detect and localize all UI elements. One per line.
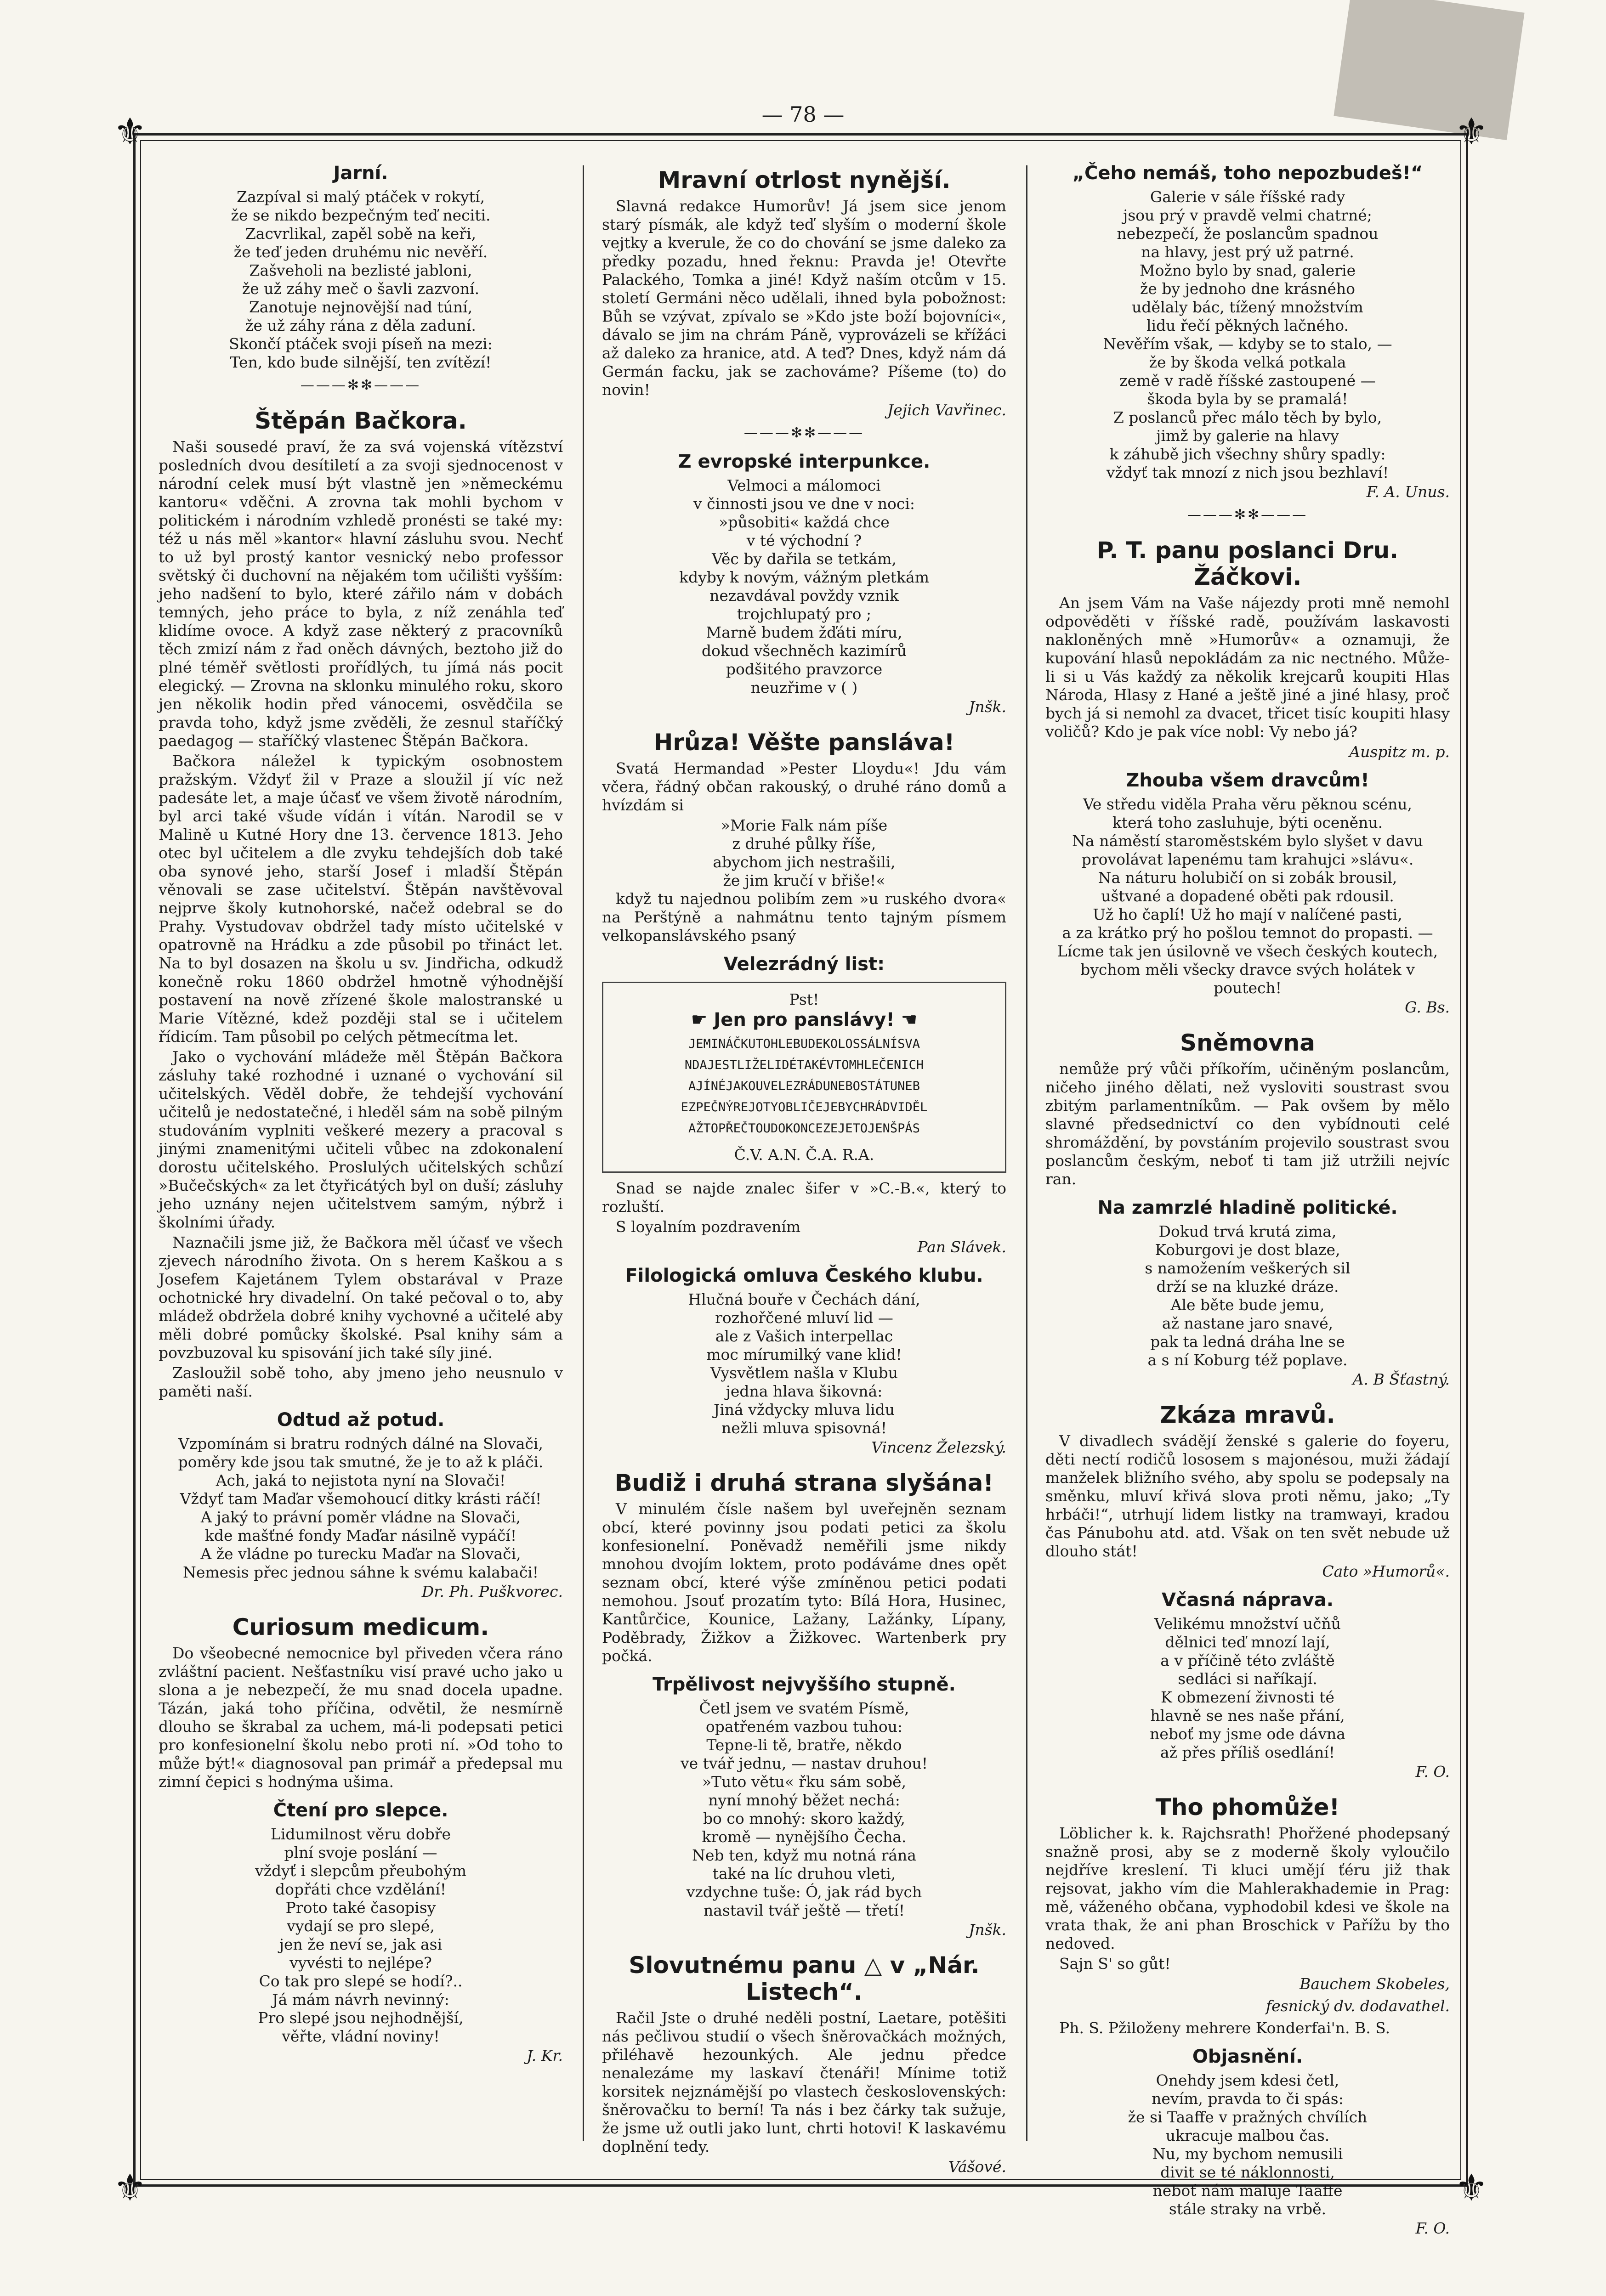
signature: Dr. Ph. Puškvorec. [421, 1583, 563, 1600]
verse-line: Marně budem žďáti míru, [706, 623, 902, 641]
divider: ———✻✻——— [1187, 507, 1308, 523]
verse-line: že jim kručí v břiše!« [723, 871, 885, 889]
article-title-cteni: Čtení pro slepce. [273, 1800, 448, 1821]
signature: F. A. Unus. [1366, 483, 1450, 501]
verse-line: také na líc druhou vleti, [712, 1865, 896, 1883]
verse-line: s namožením veškerých sil [1145, 1259, 1351, 1277]
verse-line: Já mám návrh nevinný: [272, 1991, 449, 2008]
paragraph: Jako o vychování mládeže měl Štěpán Bačkora zásluhy také rozhodné i uznané o vychování sil učitelských. Věděl dobře, že tehdejší vychování učitelů je nedostatečné, i hleděl sám na sobě pilným studováním vyplniti veškeré mezery a pracoval s jinými znamenitými učiteli vůbec na zdokonalení dorostu učitelského. Proslulých učitelských schůzí »Bučečských« za let čtyřicátých byl on duší; zásluhy jeho uznány nejen učitelstvem samým, nýbrž i školními úřady. [159, 1048, 563, 1231]
paragraph: když tu najednou polibím zem »u ruského dvora« na Perštýně a nahmátnu tento tajným písmem velkopanslávského psaný [602, 890, 1006, 944]
verse-line: Ve středu viděla Praha věru pěknou scénu, [1083, 795, 1412, 813]
paragraph: Snad se najde znalec šifer v »C.-B.«, který to rozluští. [602, 1179, 1006, 1216]
verse-line: že se nikdo bezpečným teď neciti. [231, 206, 491, 224]
article-title-zamrzle: Na zamrzlé hladině politické. [1097, 1197, 1398, 1218]
verse-line: Velikému množství učňů [1154, 1615, 1341, 1633]
signature: Vášové. [948, 2158, 1006, 2176]
article-title-snemovna: Sněmovna [1180, 1029, 1315, 1056]
cipher-line: AŽTOPŘEČTOUDOKONCEZEJETOJENŠPÁS [688, 1121, 920, 1136]
verse-line: kromě — nynějšího Čecha. [702, 1828, 907, 1846]
verse-line: plní svoje poslání — [284, 1844, 437, 1861]
paragraph: Račil Jste o druhé neděli postní, Laetare, potěšiti nás pečlivou studií o všech šněrovačkách možných, přiléhavě hezounkých. Ale jednu předce nenalezáme my laskaví čtenáři! Mínime totiž korsitek nejznámější po vlastech československých: šněrovačku to berní! Ta nás i bez čárky tak sužuje, že jsme už outli jako lunt, chrti hotovi! K laskavému doplnění tedy. [602, 2009, 1006, 2155]
verse-line: vydají se pro slepé, [287, 1917, 435, 1935]
verse-line: Ale běte bude jemu, [1170, 1296, 1325, 1314]
verse-line: nastavil tvář ještě — třetí! [704, 1901, 905, 1919]
verse-line: Ach, jaká to nejistota nyní na Slovači! [216, 1471, 506, 1489]
verse-line: Lidumilnost věru dobře [270, 1825, 451, 1843]
article-title-jarni: Jarní. [333, 163, 388, 184]
verse-line: jen že neví se, jak asi [279, 1935, 443, 1953]
verse-line: vzdychne tuše: Ó, jak rád bych [686, 1883, 922, 1901]
signature: G. Bs. [1405, 998, 1450, 1016]
verse-line: Galerie v sále říšské rady [1150, 188, 1345, 206]
verse-line: A že vládne po turecku Maďar na Slovači, [200, 1545, 521, 1563]
article-title-vcasna: Včasná náprava. [1162, 1589, 1334, 1611]
column-middle [602, 154, 1006, 2176]
verse-line: uštvané a dopadené oběti pak rdousil. [1101, 887, 1394, 905]
verse-line: nebezpečí, že poslancům spadnou [1117, 225, 1379, 243]
verse-line: Velmoci a málomoci [727, 476, 881, 494]
verse-line: Vždyť tam Maďar všemohoucí ditky krásti ráčí! [180, 1490, 542, 1508]
verse-line: Z poslanců přec málo těch by bylo, [1113, 408, 1382, 426]
signature: Jejich Vavřinec. [887, 401, 1006, 419]
article-title-ceho: „Čeho nemáš, toho nepozbudeš!“ [1072, 163, 1423, 184]
verse-line: drží se na kluzké dráze. [1156, 1278, 1339, 1295]
verse-line: Neb ten, když mu notná rána [692, 1846, 916, 1864]
article-title-backora: Štěpán Bačkora. [255, 407, 467, 434]
verse-line: Nemesis přec jednou sáhne k svému kalabači! [182, 1563, 539, 1581]
verse-line: Zazpíval si malý ptáček v rokytí, [237, 188, 485, 206]
article-title-objasneni: Objasnění. [1192, 2046, 1303, 2067]
verse-line: Pro slepé jsou nejhodnější, [258, 2009, 464, 2027]
signature: Jnšk. [969, 698, 1006, 716]
verse-line: Ten, kdo bude silnější, ten zvítězí! [230, 353, 492, 371]
verse-line: dělnici teď mnozí lají, [1165, 1633, 1330, 1651]
verse-line: podšitého pravzorce [726, 660, 883, 678]
signature: J. Kr. [527, 2047, 563, 2064]
verse-line: A jaký to právní poměr vládne na Slovači, [200, 1508, 521, 1526]
verse-line: nežli mluva spisovná! [721, 1419, 887, 1437]
verse-line: dopřáti chce vzdělání! [275, 1880, 447, 1898]
verse-line: Koburgovi je dost blaze, [1155, 1241, 1340, 1259]
article-title-mravni: Mravní otrlost nynější. [658, 167, 951, 193]
verse-line: provolávat lapenému tam krahujci »slávu«. [1081, 850, 1414, 868]
verse-line: škoda byla by se pramalá! [1147, 390, 1348, 408]
column-rule [583, 165, 584, 2141]
verse-line: Už ho čaplí! Už ho mají v nalíčené pasti, [1093, 905, 1402, 923]
verse-line: neboť nám maluje Taaffe [1152, 2182, 1343, 2200]
verse-line: Na náměstí staroměstském bylo slyšet v davu [1072, 832, 1423, 850]
verse-line: opatřeném vazbou tuhou: [705, 1718, 903, 1736]
paragraph: Löblicher k. k. Rajchsrath! Phořžené phodepsaný snažně prosi, aby se z moderně školy vyloučilo nejdříve kreslení. Ti kluci umějí ťéru již thak rejsovat, jakho vím die Mahlerakhademie in Prag: mě, váženého občana, vyphodobil kdesi ve škole na vrata thak, že ani phan Broschick v Pařížu by tho nedoved. [1045, 1824, 1450, 1952]
cipher-line: JEMINÁČKUTOHLEBUDEKOLOSSÁLNÍSVA [688, 1037, 920, 1051]
column-rule [1026, 165, 1027, 2141]
verse-line: bo co mnohý: skoro každý, [703, 1810, 906, 1827]
article-title-budiz: Budiž i druhá strana slyšána! [614, 1470, 994, 1496]
verse-line: Vzpomínám si bratru rodných dálné na Slovači, [178, 1435, 543, 1453]
poem-jarni [159, 188, 563, 372]
verse-line: Jiná vždycky mluva lidu [713, 1401, 895, 1419]
article-title-zkaza: Zkáza mravů. [1160, 1402, 1335, 1428]
verse-line: že teď jeden druhému nic nevěří. [233, 243, 488, 261]
verse-line: Nu, my bychom nemusili [1152, 2145, 1343, 2163]
verse-line: že už záhy rána z děla zaduní. [245, 317, 476, 334]
verse-line: a s ní Koburg též poplave. [1147, 1351, 1348, 1369]
verse-line: až nastane jaro snavé, [1162, 1314, 1334, 1332]
cipher-pst: Pst! [789, 990, 819, 1008]
verse-line: která toho zasluhuje, býti oceněnu. [1112, 814, 1383, 831]
signature: F. O. [1415, 2219, 1450, 2237]
article-title-trpelivost: Trpělivost nejvyššího stupně. [653, 1674, 956, 1695]
verse-line: jimž by galerie na hlavy [1156, 427, 1339, 445]
verse-line: Zanotuje nejnovější nad túní, [249, 298, 473, 316]
verse-line: »Tuto větu« řku sám sobě, [702, 1773, 907, 1791]
verse-line: věřte, vládní noviny! [282, 2027, 440, 2045]
signature: Vincenz Železský. [871, 1438, 1006, 1456]
verse-line: stále straky na vrbě. [1169, 2200, 1327, 2218]
verse-line: že už záhy meč o šavli zazvoní. [242, 280, 480, 298]
verse-line: Vysvětlem našla v Klubu [710, 1364, 898, 1382]
signature: Pan Slávek. [917, 1238, 1006, 1256]
verse-line: na hlavy, jest prý už patrné. [1141, 243, 1354, 261]
signature: F. O. [1415, 1763, 1450, 1781]
paragraph: S loyalním pozdravením [616, 1218, 801, 1236]
verse-line: divit se té náklonnosti, [1160, 2163, 1335, 2181]
verse-line: a v příčině této zvláště [1160, 1651, 1335, 1669]
cipher-line: EZPEČNÝREJOTYOBLIČEJEBYCHRÁDVIDĚL [681, 1100, 928, 1114]
paragraph: Naši sousedé praví, že za svá vojenská vítězství posledních dvou desítiletí a za svoji sjednocenost v národní celek musí být vlastně jen »německému kantoru« vděčni. A zrovna tak mohli bychom v politickém i národním vzhledě pronésti se také my: též u nás měl »kantor« hlavní zásluhu svou. Nechť to už byl prostý kantor vesnický nebo professor světský či duchovní na nějakém tom učilišti vyšším: jeho nadšení to bylo, které zářilo nám v dobách temných, jeho práce to byla, z níž zenáhla teď klidíme ovoce. A když zase některý z pracovníků těch zmizí nám z řad oněch dávných, beztoho již do plné téměř světlosti prořídlých, tu jímá nás pocit elegický. — Zrovna na sklonku minulého roku, skoro jen několik hodin před vánocemi, osvědčila se pravda toho, když jsme zvěděli, že zesnul staříčký paedagog — staříčký vlastenec Štěpán Bačkora. [159, 438, 563, 750]
verse-line: Tepne-li tě, bratře, někdo [706, 1736, 902, 1754]
postscript: Ph. S. Pžiloženy mehrere Konderfai'n. B. S. [1059, 2019, 1390, 2037]
verse-line: že si Taaffe v pražných chvílích [1128, 2108, 1368, 2126]
article-title-odtud: Odtud až potud. [277, 1409, 445, 1431]
signature-title: fesnický dv. dodavathel. [1266, 1997, 1450, 2015]
article-title-slovutnemu: Slovutnému panu △ v „Nár. Listech“. [629, 1952, 980, 2005]
verse-line: ale z Vašich interpellac [715, 1327, 893, 1345]
divider: ———✻✻——— [743, 425, 865, 441]
verse-line: Hlučná bouře v Čechách dání, [688, 1290, 920, 1308]
verse-line: Zacvrlikal, zapěl sobě na keři, [245, 225, 477, 243]
verse-line: pak ta ledná dráha lne se [1150, 1333, 1345, 1351]
corner-ornament-icon: ⚜ [113, 2166, 147, 2209]
divider: ———✻✻——— [300, 377, 421, 393]
verse-line: trojchlupatý pro ; [737, 605, 872, 623]
page-number: — 78 — [761, 102, 845, 127]
signature: Auspitz m. p. [1349, 743, 1450, 761]
article-title-tho: Tho phomůže! [1155, 1794, 1340, 1821]
verse-line: ukracuje malbou čas. [1165, 2126, 1330, 2144]
verse-line: Skončí ptáček svoji píseň na mezi: [229, 335, 493, 353]
corner-ornament-icon: ⚜ [113, 110, 147, 153]
paragraph: Svatá Hermandad »Pester Lloydu«! Jdu vám včera, řádný občan rakouský, o druhé ráno domů a hvízdám si [602, 759, 1006, 814]
paragraph: An jsem Vám na Vaše nájezdy proti mně nemohl odpověděti v říšské radě, používám laskavosti nakloněných mně »Humorův« a oznamuji, že kupování hlasů nepokládám za nic nectného. Může-li si u Vás každý za několik krejcarů koupiti Hlas Národa, Hlasy z Hané a ještě jiné a jiné hlasy, proč bych já si nemohl za dvacet, třicet tisíc koupiti hlasy voličů? Kdo je pak více nobl: Vy nebo já? [1045, 594, 1450, 741]
signature: Jnšk. [969, 1921, 1006, 1939]
verse-line: a za krátko prý ho pošlou temnot do propasti. — [1062, 924, 1433, 942]
verse-line: abychom jich nestrašili, [713, 853, 896, 871]
article-title-filologicka: Filologická omluva Českého klubu. [625, 1265, 983, 1286]
verse-line: země v radě říšské zastoupené — [1119, 372, 1376, 390]
paragraph: Do všeobecné nemocnice byl přiveden včera ráno zvláštní pacient. Nešťastníku visí pravé ucho jako u slona a je nebezpečí, že mu snad docela upadne. Tázán, jaká toho příčina, odvětil, že nesmírně dlouho se škrabal za uchem, má-li podepsati petici pro konfesionelní školu nebo proti ní. »Od toho to může být!« diagnosoval pan primář a předepsal mu zimní čepici s hodnýma ušima. [159, 1644, 563, 1791]
verse-line: Co tak pro slepé se hodí?.. [259, 1972, 463, 1990]
article-title-zhouba: Zhouba všem dravcům! [1126, 770, 1369, 791]
verse-line: »působiti« každá chce [719, 513, 890, 531]
verse-line: kde mašťné fondy Maďar násilně vypáčí! [204, 1527, 517, 1544]
verse-line: udělaly bác, tížený množstvím [1132, 298, 1363, 316]
closing: Sajn S' so gůt! [1059, 1955, 1171, 1973]
verse-line: jedna hlava šikovná: [726, 1382, 883, 1400]
verse-line: nezavdával povždy vznik [709, 587, 899, 605]
verse-line: sedláci si naříkají. [1178, 1670, 1317, 1688]
corner-ornament-icon: ⚜ [1455, 110, 1488, 153]
verse-line: poměry kde jsou tak smutné, že je to až k pláči. [178, 1453, 544, 1471]
paragraph: Bačkora náležel k typickým osobnostem pražským. Vždyť žil v Praze a sloužil jí víc než padesáte let, a maje účasť ve všem životě národním, byl arci také všude vídán i vítán. Narodil se v Malině u Kutné Hory dne 13. července 1813. Jeho otec byl učitelem a dle zvyku tehdejších dob také oba synové jeho, starší Josef i mladší Štěpán věnovali se zase učitelství. Štěpán navštěvoval nejprve školy kutnohorské, načež odebral se do Prahy. Vystudovav obdržel tady místo učitelské v opatrovně na Hrádku a zde působil po třináct let. Na to byl dosazen na školu u sv. Jindřicha, odkudž konečně roku 1860 obdržel hmotně výhodnější postavení na nově zřízené škole malostranské u Marie Vítězné, kdež později stal se i učitelem řídicím. Tam působil po celých pětmecítma let. [159, 752, 563, 1046]
paragraph: Naznačili jsme již, že Bačkora měl účasť ve všech zjevech národního života. On s herem Kaškou a s Josefem Kajetánem Tylem obstarával v Praze ochotnické hry divadelní. On také pečoval o to, aby mládež obdržela dobré knihy vychovné a učitelé aby měli dobré pomůcky školské. Psal knihy sám a povzbuzoval ku spisování jich také síly jiné. [159, 1233, 563, 1362]
verse-line: bychom měli všecky dravce svých holátek v poutech! [1080, 961, 1415, 997]
verse-line: Věc by dařila se tetkám, [712, 550, 897, 568]
verse-line: neboť my jsme ode dávna [1150, 1725, 1345, 1743]
cipher-line: AJÍNÉJAKOUVELEZRÁDUNEBOSTÁTUNEB [688, 1079, 920, 1093]
column-right [1045, 154, 1450, 2237]
verse-line: Na náturu holubičí on si zobák brousil, [1098, 869, 1397, 887]
verse-line: ve tvář jednu, — nastav druhou! [680, 1754, 928, 1772]
verse-line: Proto také časopisy [285, 1899, 436, 1917]
verse-line: moc mírumilký vane klid! [706, 1346, 902, 1363]
verse-line: nyní mnohý běžet nechá: [708, 1791, 900, 1809]
verse-line: Onehdy jsem kdesi četl, [1156, 2071, 1339, 2089]
article-title-curiosum: Curiosum medicum. [232, 1614, 489, 1640]
corner-ornament-icon: ⚜ [1455, 2166, 1488, 2209]
verse-line: rozhořčené mluví lid — [715, 1309, 893, 1327]
paragraph: Zasloužil sobě toho, aby jmeno jeho neusnulo v paměti naší. [159, 1364, 563, 1400]
paragraph: nemůže prý vůči příkořím, učiněným poslancům, ničeho jiného dělati, než vysloviti soustrast svou zbitým parlamentníkům. — Pak ovšem by mělo slavné předsednictví co den vybídnouti celé shromáždění, by povstáním projevilo soustrast svou poslancům českým, neboť ti tam již utržili nejvíc ran. [1045, 1060, 1450, 1188]
cipher-box-title: ☛ Jen pro panslávy! ☚ [691, 1009, 918, 1030]
verse-line: Nevěřím však, — kdyby se to stalo, — [1103, 335, 1392, 353]
verse-line: až přes příliš osedlání! [1160, 1743, 1335, 1761]
verse-line: Zašveholi na bezlisté jabloni, [249, 261, 472, 279]
article-title-evropske: Z evropské interpunkce. [678, 451, 931, 472]
verse-line: K obmezení živnosti té [1161, 1688, 1334, 1706]
verse-line: Lícme tak jen úsilovně ve všech českých koutech, [1057, 942, 1438, 960]
verse-line: v té východní ? [746, 532, 862, 549]
cipher-box [602, 982, 1006, 1173]
verse-line: Četl jsem ve svatém Písmě, [699, 1699, 909, 1717]
verse-line: kdyby k novým, vážným pletkám [679, 568, 929, 586]
cipher-box-title-text: Jen pro panslávy! [714, 1009, 895, 1030]
cipher-signature: Č.V. A.N. Č.A. R.A. [734, 1146, 874, 1164]
verse-line: vyvésti to nejlépe? [289, 1954, 432, 1972]
verse-line: hlavně se nes naše přání, [1150, 1707, 1345, 1725]
verse-line: Dokud trvá krutá zima, [1158, 1222, 1337, 1240]
verse-line: nevím, pravda to či spás: [1152, 2090, 1344, 2108]
cipher-line: NDAJESTLIŽELIDÉTAKÉVTOMHLEČENICH [684, 1058, 924, 1072]
verse-line: Možno bylo by snad, galerie [1139, 261, 1356, 279]
signature: A. B Šťastný. [1352, 1370, 1450, 1388]
paragraph: V divadlech svádějí ženské s galerie do foyeru, děti nectí rodičů lososem s majonésou, muži žádají manželek bližního svého, aby spolu se podepsaly na směnku, mluví křivá slova proti němu, jako; „Ty hrbáči!“, utrhují lidem listky na tramwayi, kradou čas Pánubohu atd. atd. Však on ten svět nebude už dlouho stát! [1045, 1432, 1450, 1560]
article-title-zackovi: P. T. panu poslanci Dru. Žáčkovi. [1096, 537, 1399, 590]
verse-line: jsou prý v pravdě velmi chatrné; [1123, 206, 1372, 224]
verse-line: v činnosti jsou ve dne v noci: [693, 495, 915, 513]
verse-line: neuzřime v ( ) [750, 679, 858, 696]
verse-line: z druhé půlky říše, [732, 835, 876, 853]
verse-line: dokud všechněch kazimírů [701, 642, 907, 660]
verse-line: lidu řečí pěkných lačného. [1146, 317, 1349, 334]
paragraph: V minulém čísle našem byl uveřejněn seznam obcí, které povinny jsou podati petici za školu konfesionelní. Poněvadž neměřili jsme nikdy mnohou dvojím loktem, proto podáváme dnes opět seznam obcí, které výše zmíněnou petici podati nemohou. Jsouť prozatím tyto: Bílá Hora, Husinec, Kantůrčice, Kounice, Lažany, Lažánky, Lípany, Poděbrady, Žižkov a Žižkovec. Wartenberk pry počká. [602, 1500, 1006, 1665]
article-title-hruza: Hrůza! Věšte panslávа! [653, 729, 955, 756]
verse-line: k záhubě jich všechny shůry spadly: [1109, 445, 1386, 463]
signature: Bauchem Skobeles, [1300, 1975, 1450, 1993]
signature: Cato »Humorů«. [1322, 1562, 1450, 1580]
verse-line: »Morie Falk nám píše [721, 816, 888, 834]
column-left [159, 154, 563, 2166]
verse-line: vždyť i slepcům přeubohým [255, 1862, 467, 1880]
verse-line: že by jednoho dne krásného [1140, 280, 1355, 298]
verse-line: že by škoda velká potkala [1149, 353, 1346, 371]
article-title-velezradny: Velezrádný list: [723, 954, 885, 975]
paragraph: Slavná redakce Humorův! Já jsem sice jenom starý písmák, ale když teď slyším o moderní škole vejtky a kverule, že co do chování se jsme daleko za předky pozadu, hned řeknu: Pravda je! Otevřte Palackého, Tomka a jiné! Když naším otcům v 15. století Germáni něco udělali, ihned byla pobožnost: Bůh se vzývat, zpívalo se »Kdo jste boží bojovníci«, dávalo se jim na chrám Páně, vyprovázeli se křížáci až daleko za hranice, atd. A teď? Dnes, když nám dá Germán facku, jak se zachováme? Píšeme (to) do novin! [602, 197, 1006, 399]
verse-line: vždyť tak mnozí z nich jsou bezhlaví! [1106, 464, 1389, 481]
